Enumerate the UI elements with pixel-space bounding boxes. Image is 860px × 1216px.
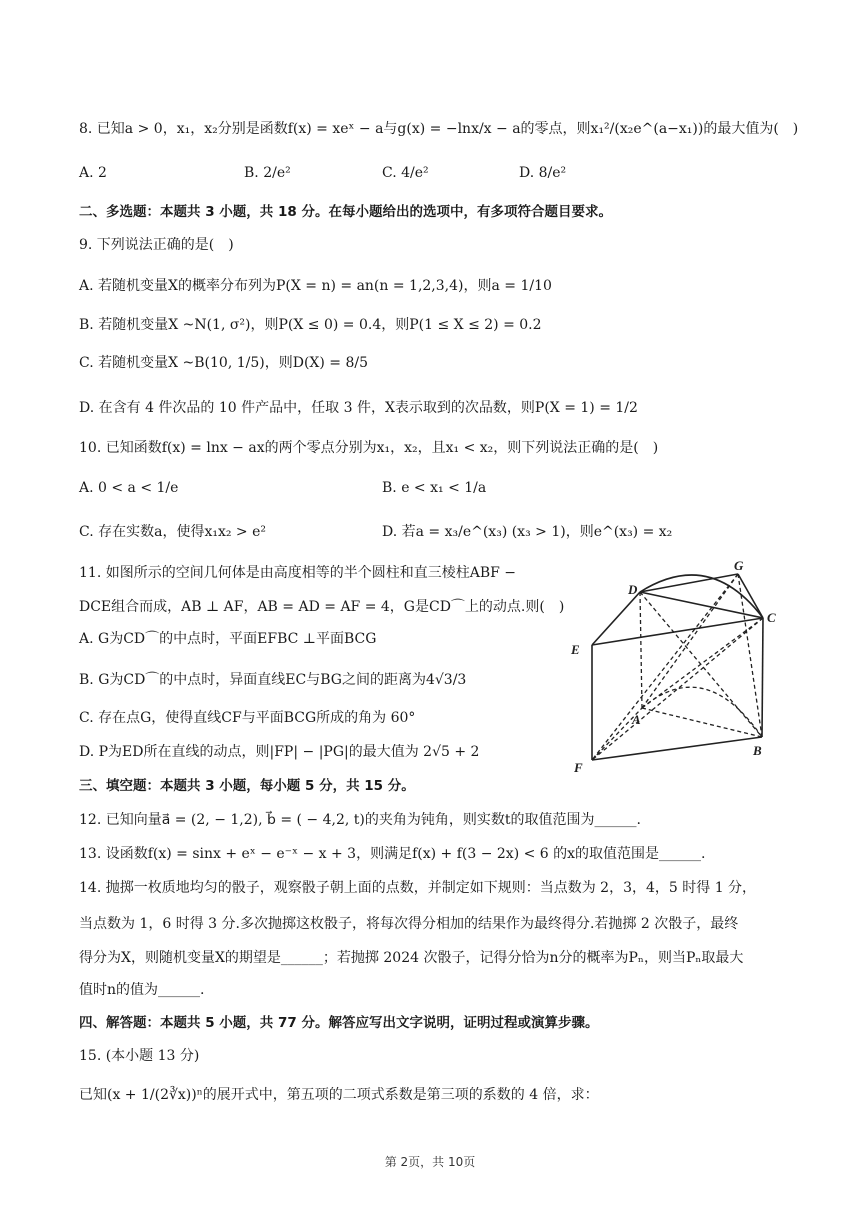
q11-option-c: C. 存在点G，使得直线CF与平面BCG所成的角为 60° xyxy=(79,710,416,726)
q11-geometry-figure xyxy=(560,560,790,775)
q11-stem-line2: DCE组合而成，AB ⊥ AF，AB = AD = AF = 4，G是CD⌒上的动点.则( ) xyxy=(79,599,565,615)
label-f: F xyxy=(574,760,583,775)
label-e: E xyxy=(571,642,580,657)
page-footer: 第 2页，共 10页 xyxy=(384,1155,476,1169)
q10-option-b: B. e < x₁ < 1/a xyxy=(382,480,487,496)
edge-ec xyxy=(592,618,763,645)
q8-stem: 8. 已知a > 0，x₁，x₂分别是函数f(x) = xeˣ − a与g(x) = −lnx/x − a的零点，则x₁²/(x₂e^(a−x₁))的最大值为( ) xyxy=(79,121,799,137)
q11-stem-line1: 11. 如图所示的空间几何体是由高度相等的半个圆柱和直三棱柱ABF − xyxy=(79,565,517,581)
edge-gf xyxy=(592,574,738,760)
q11-option-d: D. P为ED所在直线的动点，则|FP| − |PG|的最大值为 2√5 + 2 xyxy=(79,744,480,760)
q13: 13. 设函数f(x) = sinx + eˣ − e⁻ˣ − x + 3，则满足f(x) + f(3 − 2x) < 6 的x的取值范围是______. xyxy=(79,846,706,862)
q9-option-b: B. 若随机变量X ~N(1, σ²)，则P(X ≤ 0) = 0.4，则P(1 ≤ X ≤ 2) = 0.2 xyxy=(79,317,542,333)
q15-stem: 已知(x + 1/(2∛x))ⁿ的展开式中，第五项的二项式系数是第三项的系数的 4 倍，求： xyxy=(79,1087,599,1103)
edge-cb xyxy=(762,618,763,737)
section-3-heading: 三、填空题：本题共 3 小题，每小题 5 分，共 15 分。 xyxy=(79,778,415,794)
section-2-heading: 二、多选题：本题共 3 小题，共 18 分。在每小题给出的选项中，有多项符合题目要求。 xyxy=(79,204,612,220)
q9-option-d: D. 在含有 4 件次品的 10 件产品中，任取 3 件，X表示取到的次品数，则P(X = 1) = 1/2 xyxy=(79,400,638,416)
edge-ab xyxy=(642,708,762,737)
q14-line4: 值时n的值为______. xyxy=(79,982,205,998)
q11-option-a: A. G为CD⌒的中点时，平面EFBC ⊥平面BCG xyxy=(79,631,377,647)
q12: 12. 已知向量a⃗ = (2, − 1,2), b⃗ = ( − 4,2, t)的夹角为钝角，则实数t的取值范围为______. xyxy=(79,812,641,828)
q15-title: 15. (本小题 13 分) xyxy=(79,1048,200,1064)
q11-option-b: B. G为CD⌒的中点时，异面直线EC与BG之间的距离为4√3/3 xyxy=(79,672,467,688)
q10-option-a: A. 0 < a < 1/e xyxy=(79,480,179,496)
q8-option-c: C. 4/e² xyxy=(382,165,429,181)
label-b: B xyxy=(753,743,762,758)
edge-ga xyxy=(642,574,738,708)
label-a: A xyxy=(632,712,641,727)
q8-option-a: A. 2 xyxy=(79,165,107,181)
section-4-heading: 四、解答题：本题共 5 小题，共 77 分。解答应写出文字说明，证明过程或演算步骤。 xyxy=(79,1015,599,1031)
q14-line2: 当点数为 1，6 时得 3 分.多次抛掷这枚骰子，将每次得分相加的结果作为最终得分.若抛掷 2 次骰子，最终 xyxy=(79,916,739,932)
edge-de xyxy=(592,592,640,645)
edge-da xyxy=(640,592,642,708)
q14-line3: 得分为X，则随机变量X的期望是______；若抛掷 2024 次骰子，记得分恰为n分的概率为Pₙ，则当Pₙ取最大 xyxy=(79,950,744,966)
q8-option-d: D. 8/e² xyxy=(519,165,567,181)
q9-option-c: C. 若随机变量X ~B(10, 1/5)，则D(X) = 8/5 xyxy=(79,355,368,371)
label-d: D xyxy=(628,582,638,597)
q9-stem: 9. 下列说法正确的是( ) xyxy=(79,237,234,253)
q10-option-c: C. 存在实数a，使得x₁x₂ > e² xyxy=(79,524,267,540)
label-g: G xyxy=(734,560,744,573)
q10-option-d: D. 若a = x₃/e^(x₃) (x₃ > 1)，则e^(x₃) = x₂ xyxy=(382,524,673,540)
edge-ca xyxy=(642,618,763,708)
edge-cf xyxy=(592,618,763,760)
q8-option-b: B. 2/e² xyxy=(244,165,291,181)
q9-option-a: A. 若随机变量X的概率分布列为P(X = n) = an(n = 1,2,3,4)，则a = 1/10 xyxy=(79,278,552,294)
q10-stem: 10. 已知函数f(x) = lnx − ax的两个零点分别为x₁，x₂，且x₁ < x₂，则下列说法正确的是( ) xyxy=(79,440,659,456)
label-c: C xyxy=(767,610,776,625)
q14-line1: 14. 抛掷一枚质地均匀的骰子，观察骰子朝上面的点数，并制定如下规则：当点数为 2，3，4，5 时得 1 分， xyxy=(79,880,757,896)
edge-fb xyxy=(592,737,762,760)
